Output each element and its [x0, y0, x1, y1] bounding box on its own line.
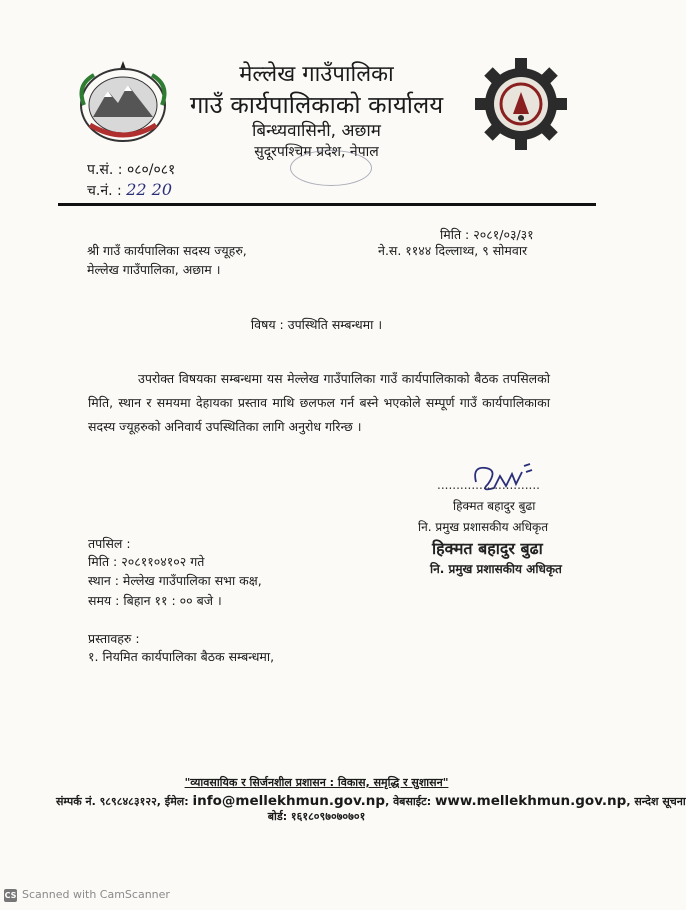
cn-value: 22 20 [126, 180, 172, 199]
ps-label: प.सं. : [87, 162, 123, 178]
date-line: मिति : २०८१/०३/३१ [440, 227, 534, 242]
details-heading: तपसिल : [88, 536, 131, 551]
camscanner-logo-icon: CS [4, 891, 17, 900]
signatory-name: हिक्मत बहादुर बुढा [453, 499, 536, 513]
footer-motto: "व्यावसायिक र सिर्जनशील प्रशासन : विकास, समृद्धि र सुशासन" [184, 776, 449, 789]
website-link[interactable]: www.mellekhmun.gov.np [434, 793, 627, 809]
ref-ps [87, 160, 175, 179]
subject-line: विषय : उपस्थिति सम्बन्धमा । [250, 317, 383, 332]
municipality-name: मेल्लेख गाउँपालिका [239, 62, 394, 87]
title-stamp: नि. प्रमुख प्रशासकीय अधिकृत [430, 562, 562, 576]
header-divider [58, 203, 596, 206]
ps-value: ०८०/०८१ [126, 162, 176, 178]
website-label: , वेबसाईट: [385, 795, 432, 808]
proposal-item: १. नियमित कार्यपालिका बैठक सम्बन्धमा, [88, 649, 275, 664]
province-country: सुदूरपश्चिम प्रदेश, नेपाल [254, 144, 379, 160]
footer-board: बोर्ड: १६१८०९७०७०७०१ [267, 810, 366, 823]
name-stamp: हिक्मत बहादुर बुढा [432, 539, 543, 558]
contact-prefix: संम्पर्क नं. ९८९८४८३१२२, ईमेल: [56, 795, 189, 808]
letter-body: उपरोक्त विषयका सम्बन्धमा यस मेल्लेख गाउँपालिका गाउँ कार्यपालिकाको बैठक तपसिलको मिति, स्थान र समयमा देहायका प्रस्ताव माथि छलफल गर्न बस्ने भएकोले सम्पूर्ण गाउँ कार्यपालिकाका सदस्य ज्यूहरुको अनिवार्य उपस्थितिका लागि अनुरोध गरिन्छ । [88, 371, 550, 434]
details-time: समय : बिहान ११ : ०० बजे । [88, 593, 222, 608]
office-seal-stamp-icon [290, 150, 372, 186]
email-link[interactable]: info@mellekhmun.gov.np [192, 793, 386, 809]
cn-label: च.नं. : [87, 183, 122, 199]
recipient-line-1: श्री गाउँ कार्यपालिका सदस्य ज्यूहरु, [87, 243, 247, 258]
details-place: स्थान : मेल्लेख गाउँपालिका सभा कक्ष, [88, 573, 262, 588]
office-address: बिन्ध्यवासिनी, अछाम [252, 121, 381, 141]
notice-label: , सन्देश सूचना [626, 795, 686, 808]
proposals-heading: प्रस्तावहरु : [88, 631, 140, 646]
office-name: गाउँ कार्यपालिकाको कार्यालय [189, 91, 444, 119]
camscanner-watermark: Scanned with CamScanner [22, 888, 170, 901]
signature-dots: ........................... [437, 478, 540, 492]
details-date: मिति : २०८११०४१०२ गते [88, 554, 205, 569]
recipient-line-2: मेल्लेख गाउँपालिका, अछाम । [87, 262, 221, 277]
signatory-title: नि. प्रमुख प्रशासकीय अधिकृत [418, 520, 549, 534]
nepal-sambat-date: ने.स. ११४४ दिल्लाथ्व, ९ सोमवार [378, 243, 528, 258]
ref-cn [87, 180, 172, 200]
footer-contact [56, 793, 686, 809]
